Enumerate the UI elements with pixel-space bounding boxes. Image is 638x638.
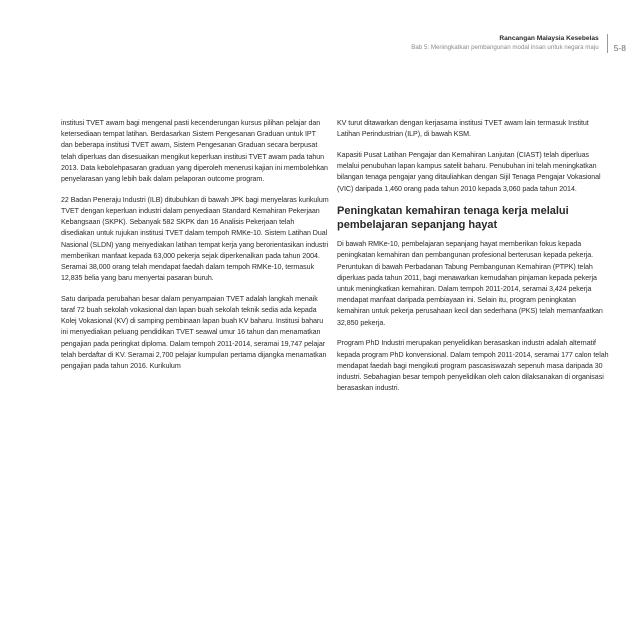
section-heading: Peningkatan kemahiran tenaga kerja melalui pembelajaran sepanjang hayat	[337, 205, 569, 232]
body-paragraph: KV turut ditawarkan dengan kerjasama institusi TVET awam lain termasuk Institut Latihan Perindustrian (ILP), di bawah KSM.	[337, 119, 589, 139]
right-column	[337, 118, 609, 404]
body-paragraph: Kapasiti Pusat Latihan Pengajar dan Kemahiran Lanjutan (CIAST) telah diperluas melalui penubuhan lapan kampus satelit baharu. Penubuhan ini telah meningkatkan bilangan tenaga pengajar yang ditauliahkan dengan Sijil Tenaga Pengajar Vokasional (VIC) daripada 1,460 orang pada tahun 2010 kepada 3,060 pada tahun 2014.	[337, 150, 601, 193]
body-paragraph: Satu daripada perubahan besar dalam penyampaian TVET adalah langkah menaik taraf 72 buah sekolah vokasional dan lapan buah sekolah teknik sedia ada kepada Kolej Vokasional (KV) di samping pembinaan lapan buah KV baharu. Institusi baharu ini menyediakan peluang pendidikan TVET seawal umur 16 tahun dan menamatkan pengajian pada peringkat diploma. Dalam tempoh 2011-2014, seramai 19,747 pelajar telah berdaftar di KV. Seramai 2,700 pelajar kumpulan pertama dijangka menamatkan pengajian pada tahun 2016. Kurikulum	[61, 294, 327, 371]
body-paragraph: Program PhD Industri merupakan penyelidikan berasaskan industri adalah alternatif kepada program PhD konvensional. Dalam tempoh 2011-2014, seramai 177 calon telah mendapat faedah bagi mengikuti program pascasiswazah sepenuh masa daripada 30 industri. Sebahagian besar tempoh penyelidikan oleh calon dilaksanakan di organisasi berasaskan industri.	[337, 339, 609, 393]
running-header-text	[411, 34, 604, 53]
page-number: 5-8	[613, 43, 626, 53]
chapter-title: Bab 5: Meningkatkan pembangunan modal insan untuk negara maju	[411, 44, 599, 51]
running-header	[411, 34, 626, 53]
document-title: Rancangan Malaysia Kesebelas	[499, 35, 599, 42]
body-paragraph: 22 Badan Peneraju Industri (ILB) ditubuhkan di bawah JPK bagi menyelaras kurikulum TVET dengan keperluan industri dalam penyediaan Standard Kemahiran Pekerjaan Kebangsaan (SKPK). Sebanyak 582 SKPK dan 16 Analisis Pekerjaan telah disediakan untuk rujukan institusi TVET dalam tempoh RMKe-10. Sistem Latihan Dual Nasional (SLDN) yang menyediakan latihan tempat kerja yang berorientasikan industri memberikan manfaat kepada 63,000 pekerja sejak diperkenalkan pada tahun 2004. Seramai 38,000 orang telah mendapat faedah dalam tempoh RMKe-10, termasuk 12,835 belia yang baru menyertai pasaran buruh.	[61, 195, 329, 283]
body-paragraph: Di bawah RMKe-10, pembelajaran sepanjang hayat memberikan fokus kepada peningkatan kemahiran dan pembangunan profesional berterusan kepada pekerja. Peruntukan di bawah Perbadanan Tabung Pembangunan Kemahiran (PTPK) telah diperluas pada tahun 2011, bagi menawarkan kemudahan pinjaman kepada pekerja untuk meningkatkan kemahiran. Dalam tempoh 2011-2014, seramai 3,424 pekerja mendapat manfaat daripada pembiayaan ini. Selain itu, program peningkatan kemahiran untuk pekerja perusahaan kecil dan sederhana (PKS) telah memanfaatkan 32,850 pekerja.	[337, 240, 603, 327]
body-paragraph: institusi TVET awam bagi mengenal pasti kecenderungan kursus pilihan pelajar dan ketersediaan tempat latihan. Berdasarkan Sistem Pengesanan Graduan untuk IPT dan beberapa institusi TVET awam, Sistem Pengesanan Graduan secara berpusat telah diperluas dan disesuaikan mengikut keperluan institusi TVET awam pada tahun 2013. Data kebolehpasaran graduan yang diperoleh menerusi kajian ini membolehkan penyelarasan yang lebih baik dalam pelaporan outcome program.	[61, 119, 328, 184]
left-column	[61, 118, 329, 382]
header-divider	[607, 34, 608, 53]
